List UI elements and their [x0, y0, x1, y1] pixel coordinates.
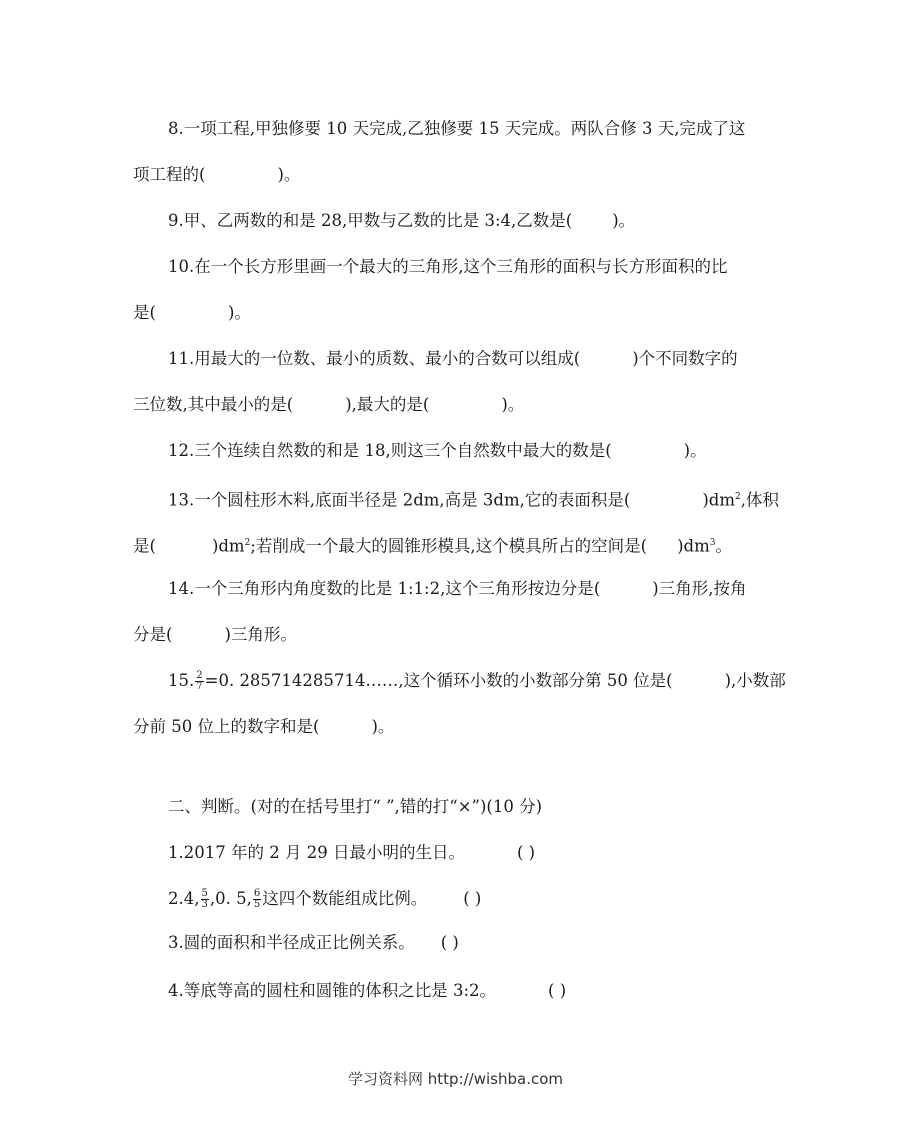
- question-14-text: 14.一个三角形内角度数的比是 1:1:2,这个三角形按边分是(: [168, 579, 601, 598]
- judgment-3-text: 3.圆的面积和半径成正比例关系。: [168, 933, 415, 952]
- fraction: [201, 889, 209, 910]
- fraction: [195, 671, 203, 692]
- section-2-title-text: 二、判断。(对的在括号里打“ ”,错的打“×”)(10 分): [168, 797, 543, 816]
- question-15-text-4: )。: [371, 717, 395, 736]
- question-13-text-8: 。: [715, 536, 732, 556]
- question-14-text-2: )三角形,按角: [652, 579, 747, 598]
- fraction-numerator: 6: [253, 888, 261, 899]
- answer-parentheses: ( ): [463, 889, 482, 908]
- question-12-text-2: )。: [683, 441, 707, 460]
- question-13-text-3: ,体积: [740, 490, 779, 510]
- judgment-1-text: 1.2017 年的 2 月 29 日最小明的生日。: [168, 843, 465, 862]
- judgment-1: [168, 842, 911, 864]
- question-10-text-2: 是(: [133, 303, 156, 322]
- question-13-text: 13.一个圆柱形木料,底面半径是 2dm,高是 3dm,它的表面积是(: [168, 490, 631, 510]
- superscript: 2: [244, 538, 251, 548]
- question-15-text: =0. 285714285714……,这个循环小数的小数部分第 50 位是(: [204, 671, 673, 690]
- question-14-text-4: )三角形。: [224, 625, 297, 644]
- question-15-line-1: [168, 670, 911, 692]
- question-10-line-1: [168, 256, 911, 278]
- question-15-text-2: ),小数部: [724, 671, 786, 690]
- question-12-text: 12.三个连续自然数的和是 18,则这三个自然数中最大的数是(: [168, 441, 612, 460]
- question-13-text-5: )dm: [211, 536, 245, 556]
- section-2-title: [168, 796, 911, 818]
- question-13-text-6: ;若削成一个最大的圆锥形模具,这个模具所占的空间是(: [250, 536, 648, 556]
- judgment-4-text: 4.等底等高的圆柱和圆锥的体积之比是 3:2。: [168, 981, 497, 1000]
- question-10-text: 10.在一个长方形里画一个最大的三角形,这个三角形的面积与长方形面积的比: [168, 257, 728, 276]
- question-11-text-5: )。: [501, 395, 525, 414]
- question-13-text-2: )dm: [702, 490, 735, 510]
- question-8-line-1: [168, 118, 911, 140]
- footer-watermark: [0, 1068, 911, 1089]
- question-11-line-1: [168, 348, 911, 370]
- question-11-text-3: 三位数,其中最小的是(: [133, 395, 294, 414]
- question-13-line-2: [133, 532, 911, 558]
- question-14-line-2: [133, 624, 911, 646]
- fraction-numerator: 2: [196, 670, 203, 681]
- judgment-3: [168, 932, 911, 954]
- question-9-text: 9.甲、乙两数的和是 28,甲数与乙数的比是 3:4,乙数是(: [168, 211, 573, 230]
- question-10-text-3: )。: [227, 303, 251, 322]
- judgment-2-text-3: 这四个数能组成比例。: [262, 889, 428, 908]
- question-9: [168, 210, 911, 232]
- question-15-line-2: [133, 716, 911, 738]
- judgment-2-text: 2.4,: [168, 889, 200, 908]
- question-8-text: 8.一项工程,甲独修要 10 天完成,乙独修要 15 天完成。两队合修 3 天,完成了这: [168, 119, 746, 138]
- question-11-text-4: ),最大的是(: [345, 395, 430, 414]
- question-13-text-4: 是(: [133, 536, 156, 556]
- question-11-line-2: [133, 394, 911, 416]
- footer-text: 学习资料网 http://wishba.com: [348, 1070, 563, 1088]
- fraction: [253, 889, 261, 910]
- question-15-text-3: 分前 50 位上的数字和是(: [133, 717, 320, 736]
- answer-parentheses: ( ): [548, 981, 567, 1000]
- question-9-text-2: )。: [612, 211, 636, 230]
- answer-parentheses: ( ): [516, 843, 536, 862]
- question-11-text: 11.用最大的一位数、最小的质数、最小的合数可以组成(: [168, 349, 581, 368]
- question-14-line-1: [168, 578, 911, 600]
- question-10-line-2: [133, 302, 911, 324]
- fraction-denominator: 3: [201, 899, 208, 910]
- question-8-text-2: 项工程的(: [133, 165, 206, 184]
- superscript: 2: [734, 492, 741, 502]
- question-14-text-3: 分是(: [133, 625, 173, 644]
- question-8-line-2: [133, 164, 911, 186]
- judgment-2: [168, 888, 911, 910]
- question-13-line-1: [168, 486, 911, 512]
- answer-parentheses: ( ): [440, 933, 459, 952]
- judgment-4: [168, 980, 911, 1002]
- fraction-denominator: 5: [253, 899, 261, 910]
- question-15-number: 15.: [168, 671, 195, 690]
- question-12: [168, 440, 911, 462]
- fraction-denominator: 7: [196, 681, 203, 692]
- question-13-text-7: )dm: [677, 536, 710, 556]
- superscript: 3: [709, 538, 716, 548]
- question-8-text-3: )。: [277, 165, 301, 184]
- question-11-text-2: )个不同数字的: [632, 349, 738, 368]
- fraction-numerator: 5: [201, 888, 208, 899]
- judgment-2-text-2: ,0. 5,: [209, 889, 252, 908]
